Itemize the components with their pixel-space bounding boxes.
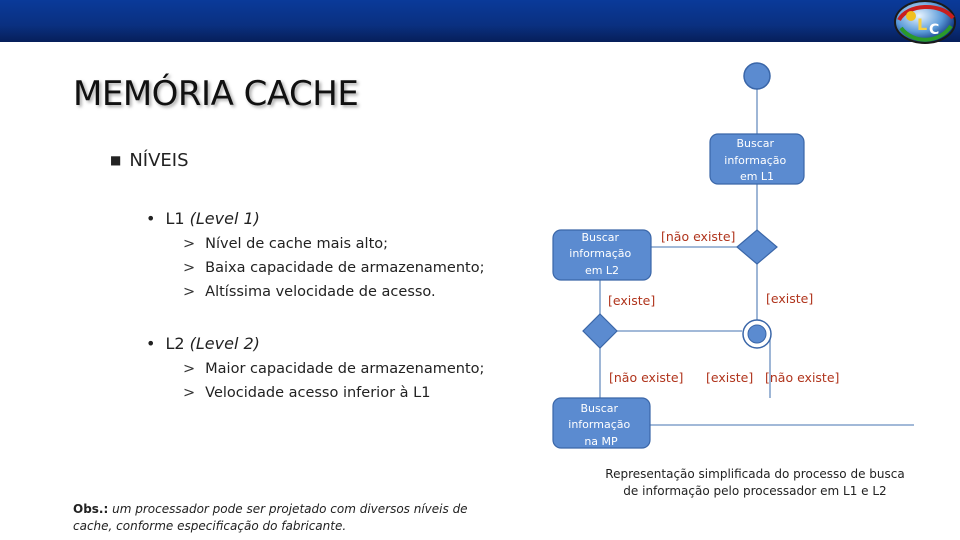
l1-label: L1 <box>165 209 185 228</box>
arrow-bullet-icon: > <box>183 284 196 300</box>
diagram-caption: Representação simplificada do processo de busca de informação pelo processador em L1 e L2 <box>605 467 905 498</box>
end-node-inner <box>748 325 766 343</box>
l1-label-italic: (Level 1) <box>189 209 260 228</box>
guard-nao-existe-l1: [não existe] <box>661 229 736 244</box>
l1-item: > Nível de cache mais alto; <box>183 236 389 252</box>
arrow-bullet-icon: > <box>183 260 196 276</box>
l2-label-italic: (Level 2) <box>189 334 260 353</box>
guard-existe-l2: [existe] <box>608 293 656 308</box>
l2-item: > Maior capacidade de armazenamento; <box>183 361 485 377</box>
l2-label: L2 <box>165 334 185 353</box>
arrow-bullet-icon: > <box>183 385 196 401</box>
decision-l2-icon <box>583 314 617 348</box>
guard-existe-l1: [existe] <box>766 291 814 306</box>
start-node-icon <box>744 63 770 89</box>
arrow-bullet-icon: > <box>183 361 196 377</box>
slide-title: MEMÓRIA CACHE <box>73 74 359 114</box>
decision-l1-icon <box>737 230 777 264</box>
node-buscar-l2-label: Buscar informação em L2 <box>569 231 632 277</box>
l1-item: > Altíssima velocidade de acesso. <box>183 284 436 300</box>
observation-prefix: Obs.: <box>73 502 109 516</box>
square-bullet-icon: ■ <box>110 153 122 167</box>
observation-text: um processador pode ser projetado com diversos níveis de cache, conforme especificação do fabricante. <box>73 502 468 533</box>
bullet-icon: • <box>146 209 156 228</box>
guard-existe-l2-bottom: [existe] <box>706 370 754 385</box>
svg-text:C: C <box>929 22 940 38</box>
node-buscar-l1-label: Buscar informação em L1 <box>724 137 787 183</box>
arrow-bullet-icon: > <box>183 236 196 252</box>
guard-nao-existe-l2: [não existe] <box>609 370 684 385</box>
svg-text:L: L <box>917 15 928 34</box>
guard-nao-existe-l2-bottom: [não existe] <box>765 370 840 385</box>
section-heading-label: NÍVEIS <box>129 150 189 171</box>
node-buscar-mp-label: Buscar informação na MP <box>568 402 631 448</box>
l2-item: > Velocidade acesso inferior à L1 <box>183 385 431 401</box>
bullet-icon: • <box>146 334 156 353</box>
l1-item: > Baixa capacidade de armazenamento; <box>183 260 485 276</box>
